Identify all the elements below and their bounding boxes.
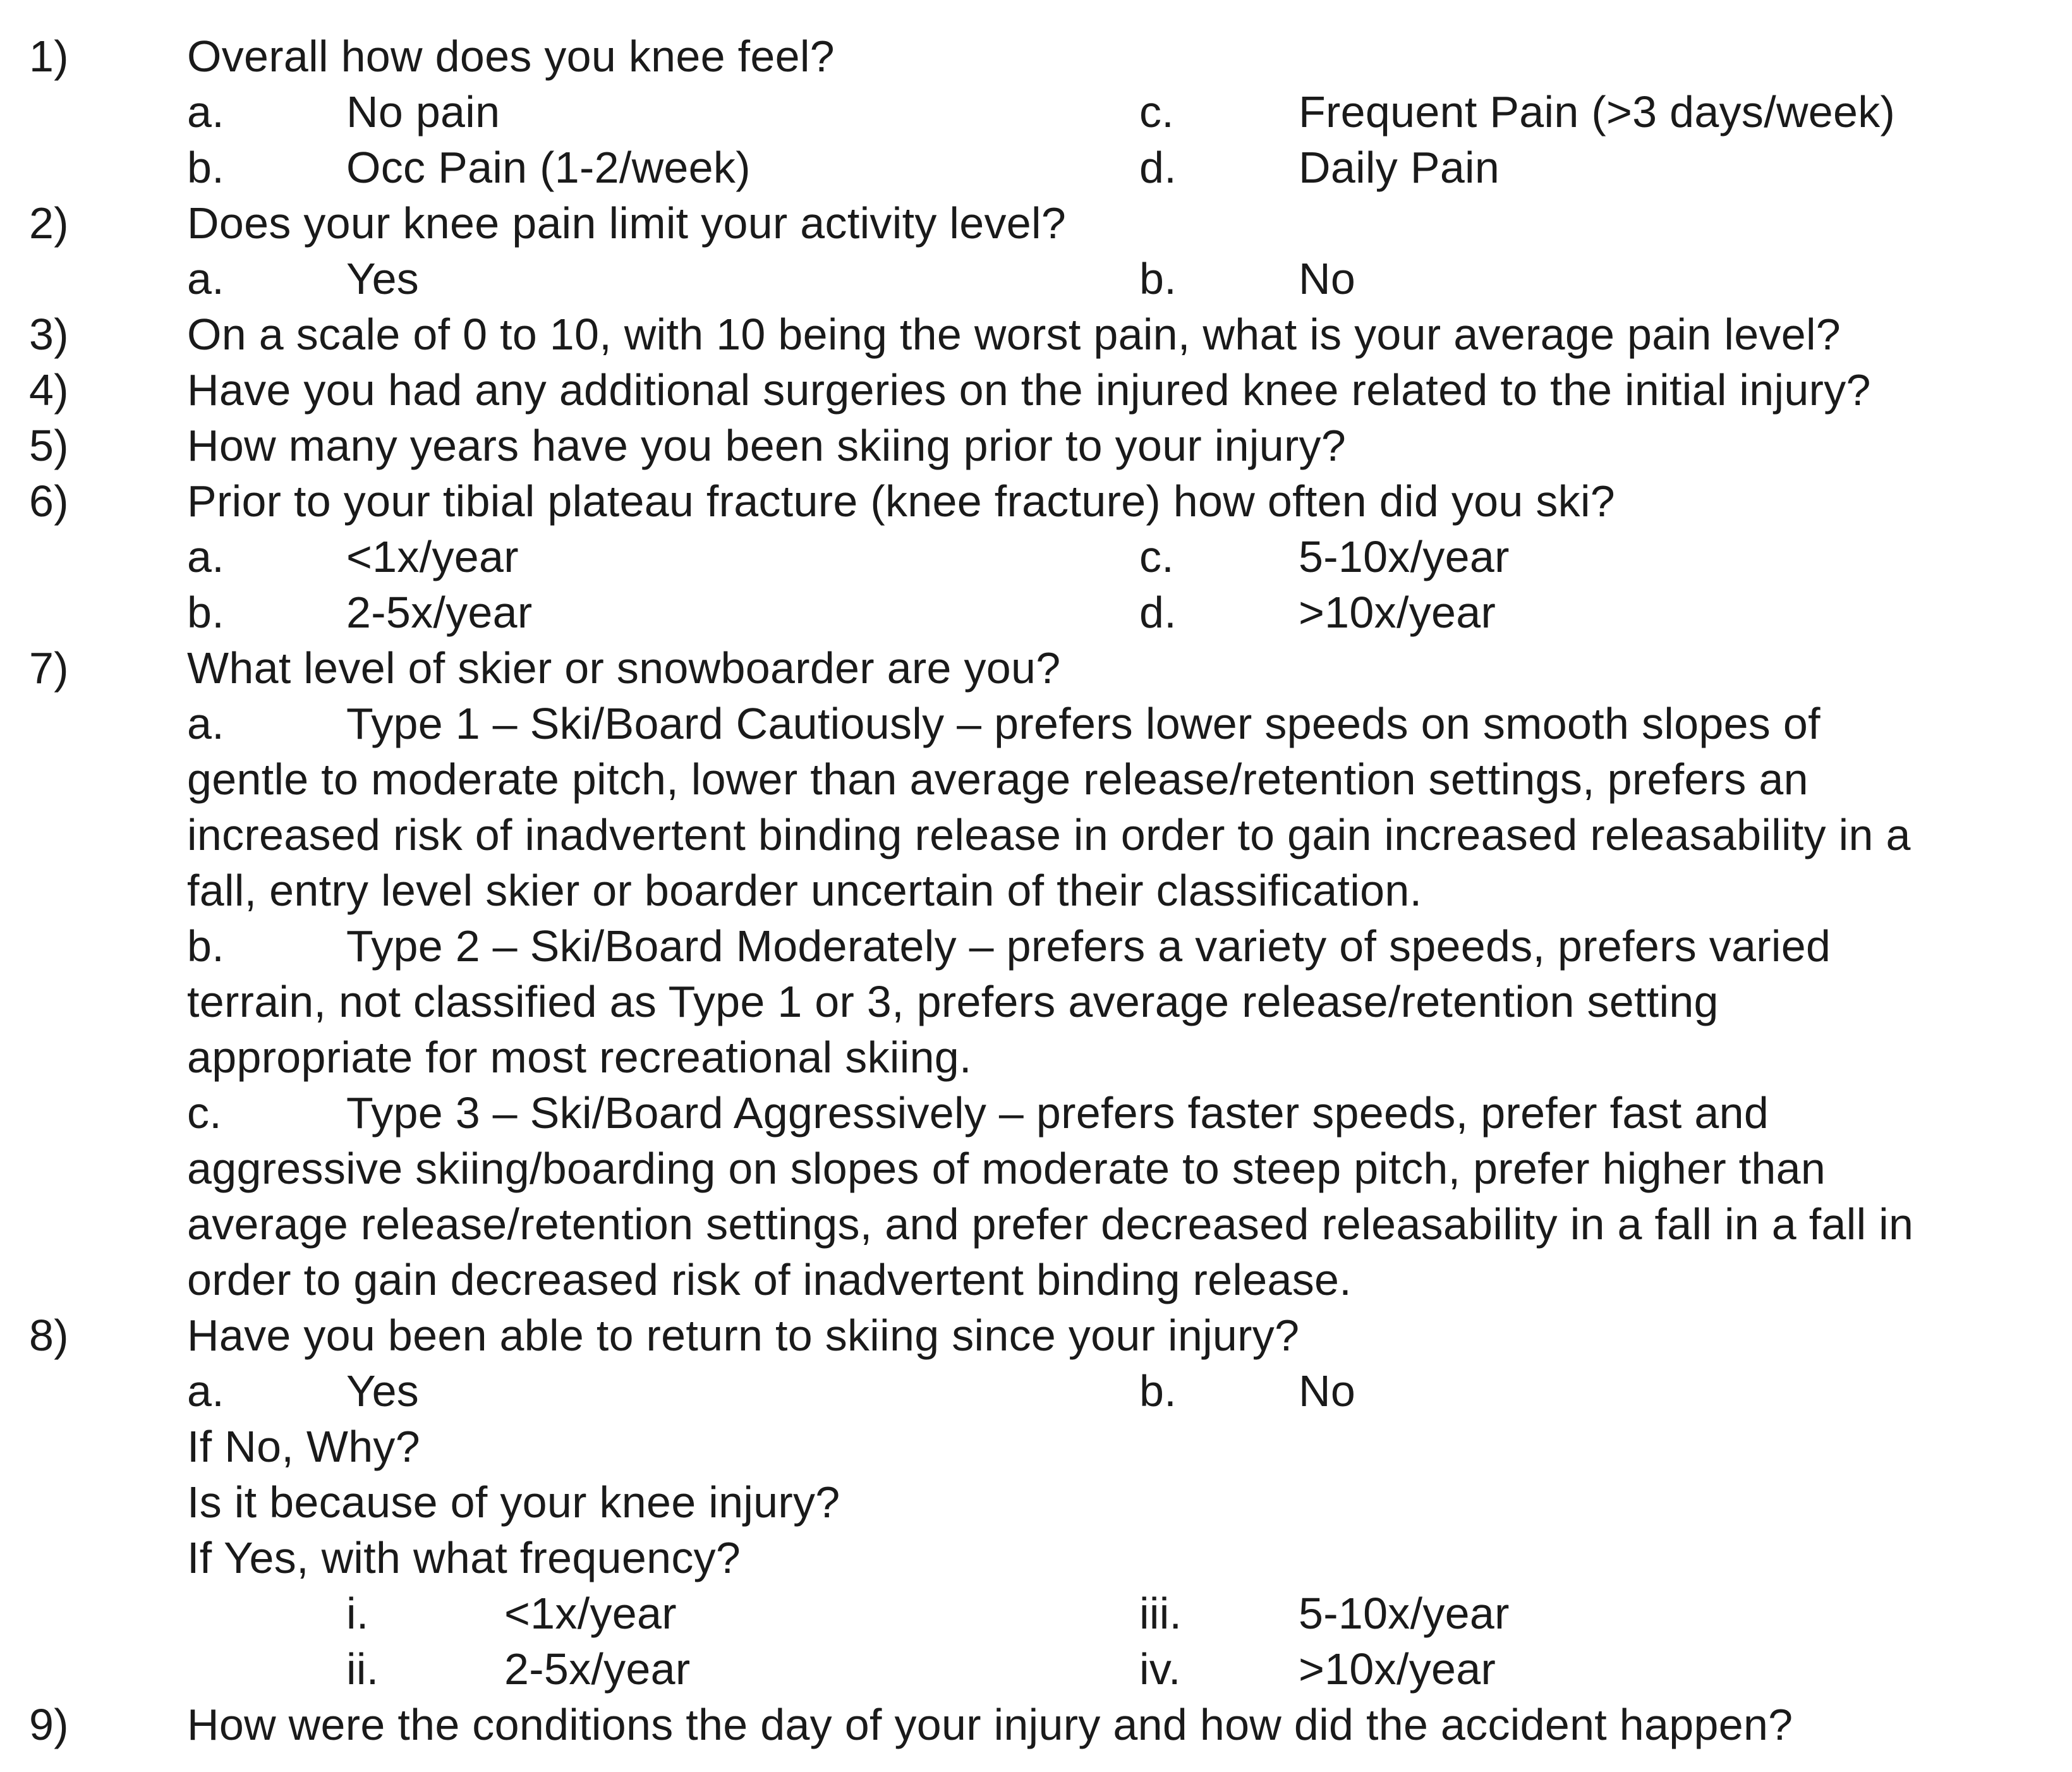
q8-option-a-text: Yes — [346, 1366, 420, 1416]
q8-suboption-iv-label: iv. — [1139, 1644, 1181, 1694]
question-4-number: 4) — [29, 365, 69, 415]
q6-option-a-label: a. — [187, 532, 224, 581]
q8-suboption-iii-label: iii. — [1139, 1589, 1182, 1638]
q2-option-a-label: a. — [187, 254, 224, 303]
question-7-text: What level of skier or snowboarder are you? — [187, 643, 1061, 693]
question-6-number: 6) — [29, 476, 69, 526]
q1-option-a-text: No pain — [346, 87, 500, 137]
q8-suboption-iv-text: >10x/year — [1299, 1644, 1496, 1694]
q6-option-c-label: c. — [1139, 532, 1175, 581]
question-2-number: 2) — [29, 198, 69, 248]
q8-suboption-i-text: <1x/year — [504, 1589, 677, 1638]
q6-option-c-text: 5-10x/year — [1299, 532, 1510, 581]
question-2-text: Does your knee pain limit your activity level? — [187, 198, 1067, 248]
q7-option-a-label: a. — [187, 699, 224, 748]
q1-option-d-label: d. — [1139, 143, 1177, 192]
q7-option-b-line-2: terrain, not classified as Type 1 or 3, prefers average release/retention setting — [187, 977, 1719, 1026]
q7-option-c-line-1: Type 3 – Ski/Board Aggressively – prefers faster speeds, prefer fast and — [346, 1088, 1769, 1138]
question-1-number: 1) — [29, 32, 69, 81]
q7-option-a-line-4: fall, entry level skier or boarder uncertain of their classification. — [187, 866, 1422, 915]
q1-option-d-text: Daily Pain — [1299, 143, 1500, 192]
question-3-number: 3) — [29, 310, 69, 359]
q8-suboption-ii-label: ii. — [346, 1644, 379, 1694]
q2-option-b-text: No — [1299, 254, 1356, 303]
q7-option-b-label: b. — [187, 921, 224, 971]
q7-option-c-line-2: aggressive skiing/boarding on slopes of moderate to steep pitch, prefer higher than — [187, 1144, 1826, 1193]
q8-followup-frequency: If Yes, with what frequency? — [187, 1533, 741, 1582]
q8-option-a-label: a. — [187, 1366, 224, 1416]
q8-suboption-iii-text: 5-10x/year — [1299, 1589, 1510, 1638]
question-9-text: How were the conditions the day of your injury and how did the accident happen? — [187, 1700, 1793, 1749]
q7-option-c-label: c. — [187, 1088, 222, 1138]
q7-option-a-line-2: gentle to moderate pitch, lower than average release/retention settings, prefers an — [187, 755, 1808, 804]
question-5-number: 5) — [29, 421, 69, 470]
q7-option-a-line-3: increased risk of inadvertent binding release in order to gain increased releasability in a — [187, 810, 1911, 859]
q8-option-b-text: No — [1299, 1366, 1356, 1416]
question-8-number: 8) — [29, 1311, 69, 1360]
q6-option-d-label: d. — [1139, 588, 1177, 637]
question-7-number: 7) — [29, 643, 69, 693]
question-6-text: Prior to your tibial plateau fracture (knee fracture) how often did you ski? — [187, 476, 1616, 526]
q6-option-a-text: <1x/year — [346, 532, 519, 581]
q7-option-b-line-3: appropriate for most recreational skiing. — [187, 1033, 972, 1082]
q1-option-a-label: a. — [187, 87, 224, 137]
question-5-text: How many years have you been skiing prior to your injury? — [187, 421, 1347, 470]
q7-option-b-line-1: Type 2 – Ski/Board Moderately – prefers a variety of speeds, prefers varied — [346, 921, 1831, 971]
question-8-text: Have you been able to return to skiing since your injury? — [187, 1311, 1300, 1360]
q2-option-a-text: Yes — [346, 254, 420, 303]
q1-option-c-text: Frequent Pain (>3 days/week) — [1299, 87, 1896, 137]
q8-suboption-i-label: i. — [346, 1589, 369, 1638]
q8-option-b-label: b. — [1139, 1366, 1177, 1416]
q7-option-c-line-3: average release/retention settings, and prefer decreased releasability in a fall in a fall in — [187, 1199, 1914, 1249]
q7-option-c-line-4: order to gain decreased risk of inadvertent binding release. — [187, 1255, 1352, 1304]
q1-option-b-label: b. — [187, 143, 224, 192]
q6-option-d-text: >10x/year — [1299, 588, 1496, 637]
q8-suboption-ii-text: 2-5x/year — [504, 1644, 691, 1694]
q7-option-a-line-1: Type 1 – Ski/Board Cautiously – prefers lower speeds on smooth slopes of — [346, 699, 1821, 748]
question-1-text: Overall how does you knee feel? — [187, 32, 835, 81]
q8-followup-knee: Is it because of your knee injury? — [187, 1478, 840, 1527]
q1-option-c-label: c. — [1139, 87, 1175, 137]
q6-option-b-text: 2-5x/year — [346, 588, 533, 637]
q6-option-b-label: b. — [187, 588, 224, 637]
question-9-number: 9) — [29, 1700, 69, 1749]
question-4-text: Have you had any additional surgeries on the injured knee related to the initial injury? — [187, 365, 1871, 415]
q1-option-b-text: Occ Pain (1-2/week) — [346, 143, 751, 192]
question-3-text: On a scale of 0 to 10, with 10 being the worst pain, what is your average pain level? — [187, 310, 1841, 359]
q8-followup-why: If No, Why? — [187, 1422, 420, 1471]
q2-option-b-label: b. — [1139, 254, 1177, 303]
